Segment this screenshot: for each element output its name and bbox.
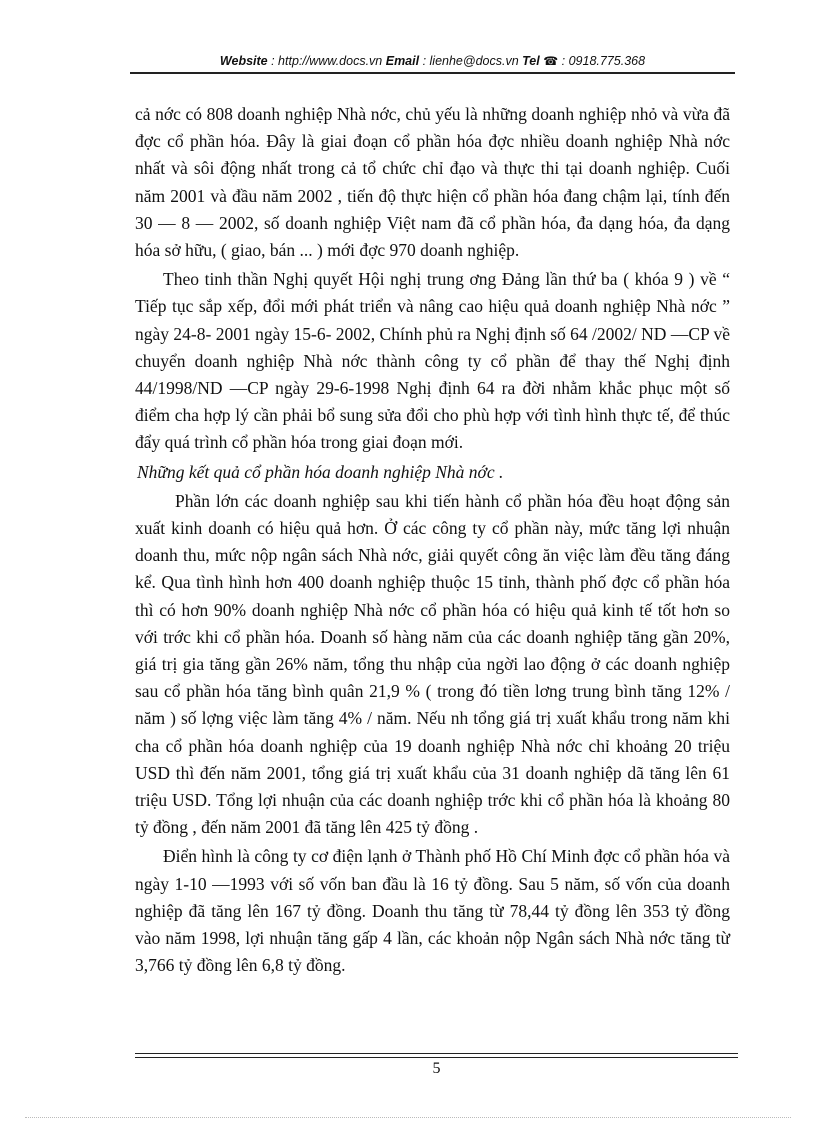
paragraph-3: Phần lớn các doanh nghiệp sau khi tiến hành cổ phần hóa đều hoạt động sản xuất kinh doanh có hiệu quả hơn. Ở các công ty cổ phần này, mức tăng lợi nhuận doanh thu, mức nộp ngân sách Nhà nớc, giải quyết công ăn việc làm đều tăng đáng kể. Qua tình hình hơn 400 doanh nghiệp thuộc 15 tỉnh, thành phố đợc cổ phần hóa thì có hơn 90% doanh nghiệp Nhà nớc cổ phần hóa có hiệu quả kinh tế tốt hơn so với trớc khi cổ phần hóa. Doanh số hàng năm của các doanh nghiệp tăng gần 20%, giá trị gia tăng gần 26% năm, tổng thu nhập của ngời lao động ở các doanh nghiệp sau cổ phần hóa tăng bình quân 21,9 % ( trong đó tiền lơng trung bình tăng 12% / năm ) số lợng việc làm tăng 4% / năm. Nếu nh tổng giá trị xuất khẩu trong năm khi cha cổ phần hóa doanh nghiệp của 19 doanh nghiệp Nhà nớc chỉ khoảng 20 triệu USD thì đến năm 2001, tổng giá trị xuất khẩu của 31 doanh nghiệp dã tăng lên 61 triệu USD. Tổng lợi nhuận của các doanh nghiệp trớc khi cổ phần hóa là khoảng 80 tỷ đồng , đến năm 2001 đã tăng lên 425 tỷ đồng . [135, 490, 730, 838]
email-label: Email [385, 54, 420, 68]
tel-label: Tel [522, 54, 540, 68]
phone-icon: ☎ [543, 54, 559, 68]
website-label: Website [219, 54, 268, 68]
page-edge-divider [25, 1117, 791, 1118]
tel-value: : 0918.775.368 [558, 54, 646, 68]
footer-rule-bottom [135, 1057, 738, 1058]
paragraph-1: cả nớc có 808 doanh nghiệp Nhà nớc, chủ yếu là những doanh nghiệp nhỏ và vừa đã đợc cổ phần hóa. Đây là giai đoạn cổ phần hóa đợc nhiều doanh nghiệp Nhà nớc nhất và sôi động nhất trong cả tổ chức chỉ đạo và thực thi tại doanh nghiệp. Cuối năm 2001 và đầu năm 2002 , tiến độ thực hiện cổ phần hóa đang chậm lại, tính đến 30 — 8 — 2002, số doanh nghiệp Việt nam đã cổ phần hóa, đa dạng hóa, đa dạng hóa sở hữu, ( giao, bán ... ) mới đợc 970 doanh nghiệp. [135, 104, 730, 261]
email-value: : lienhe@docs.vn [419, 54, 523, 68]
section-heading: Những kết quả cổ phần hóa doanh nghiệp Nhà nớc . [137, 461, 504, 482]
paragraph-4: Điển hình là công ty cơ điện lạnh ở Thành phố Hồ Chí Minh đợc cổ phần hóa và ngày 1-10 —1993 với số vốn ban đầu là 16 tỷ đồng. Sau 5 năm, số vốn của doanh nghiệp đã tăng lên 167 tỷ đồng. Doanh thu tăng từ 78,44 tỷ đồng lên 353 tỷ đồng vào năm 1998, lợi nhuận tăng gấp 4 lần, các khoản nộp Ngân sách Nhà nớc tăng từ 3,766 tỷ đồng lên 6,8 tỷ đồng. [135, 846, 730, 976]
footer-rule-top [135, 1053, 738, 1054]
paragraph-2: Theo tinh thần Nghị quyết Hội nghị trung ơng Đảng lần thứ ba ( khóa 9 ) về “ Tiếp tục sắp xếp, đổi mới phát triển và nâng cao hiệu quả doanh nghiệp Nhà nớc ” ngày 24-8- 2001 ngày 15-6- 2002, Chính phủ ra Nghị định số 64 /2002/ ND —CP về chuyển doanh nghiệp Nhà nớc thành công ty cổ phần để thay thế Nghị định 44/1998/ND —CP ngày 29-6-1998 Nghị định 64 ra đời nhằm khắc phục một số điểm cha hợp lý cần phải bổ sung sửa đổi cho phù hợp với tình hình thực tế, để thúc đẩy quá trình cổ phần hóa trong giai đoạn mới. [135, 269, 730, 453]
website-value: : http://www.docs.vn [267, 54, 386, 68]
page-header [130, 50, 735, 74]
page-number: 5 [432, 1060, 441, 1077]
document-body [135, 101, 730, 982]
